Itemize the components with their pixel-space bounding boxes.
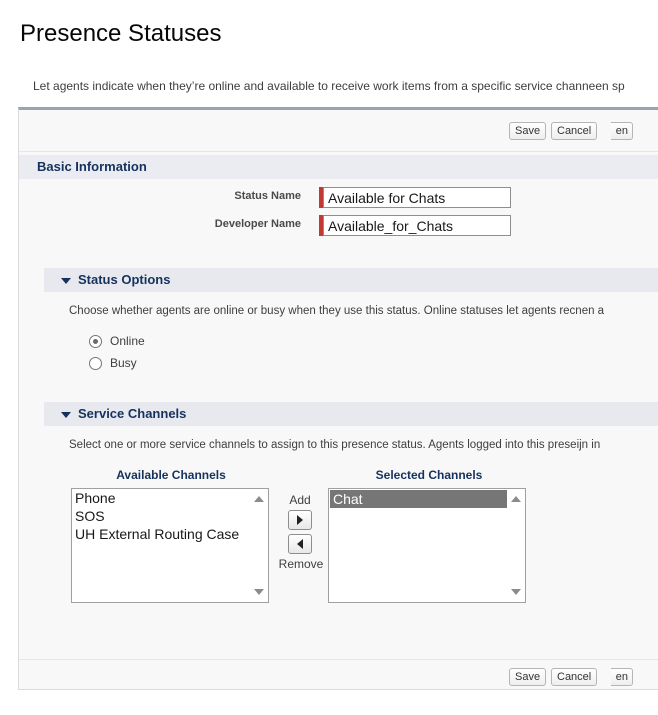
radio-busy[interactable] <box>89 356 137 370</box>
page-description-clipped: en sp <box>595 79 625 93</box>
save-and-new-button[interactable]: en <box>611 668 633 686</box>
available-channels-label: Available Channels <box>116 468 226 482</box>
top-button-bar <box>19 110 658 152</box>
save-button[interactable]: Save <box>509 668 546 686</box>
list-item[interactable]: SOS <box>75 508 105 524</box>
radio-online-label: Online <box>110 334 145 348</box>
arrow-right-icon <box>297 515 303 525</box>
developer-name-input[interactable] <box>323 215 511 236</box>
add-button[interactable] <box>288 510 312 530</box>
radio-button[interactable] <box>89 357 102 370</box>
scroll-up-icon[interactable] <box>511 496 521 502</box>
edit-panel <box>18 107 658 690</box>
service-channels-description-clipped: eijn in <box>570 439 601 451</box>
add-label: Add <box>289 493 311 507</box>
service-channels-description-text: Select one or more service channels to assign to this presence status. Agents logged into this pres <box>69 439 571 451</box>
collapse-triangle-icon <box>61 412 71 418</box>
scroll-down-icon[interactable] <box>254 589 264 595</box>
arrow-left-icon <box>297 539 303 549</box>
collapse-triangle-icon <box>61 278 71 284</box>
available-channels-list[interactable] <box>71 488 269 603</box>
list-item[interactable]: Chat <box>330 490 507 508</box>
basic-information-heading: Basic Information <box>19 155 658 179</box>
service-channels-description <box>69 439 658 451</box>
status-name-input[interactable] <box>323 187 511 208</box>
bottom-button-bar <box>19 659 658 693</box>
selected-channels-list[interactable] <box>328 488 526 603</box>
status-options-description <box>69 305 658 317</box>
scroll-down-icon[interactable] <box>511 589 521 595</box>
list-item[interactable]: UH External Routing Case <box>75 526 240 542</box>
radio-button[interactable] <box>89 335 102 348</box>
remove-label: Remove <box>278 557 324 571</box>
status-options-description-clipped: cnen a <box>569 305 605 317</box>
remove-button[interactable] <box>288 534 312 554</box>
page-description-text: Let agents indicate when they’re online and available to receive work items from a specific service channe <box>33 79 596 93</box>
status-options-description-text: Choose whether agents are online or busy when they use this status. Online statuses let agents re <box>69 305 570 317</box>
status-options-heading-text: Status Options <box>78 272 171 287</box>
page-title: Presence Statuses <box>20 20 222 47</box>
page-description <box>33 79 646 93</box>
selected-channels-label: Selected Channels <box>375 468 483 482</box>
radio-busy-label: Busy <box>110 356 137 370</box>
save-button[interactable]: Save <box>509 122 546 140</box>
scroll-up-icon[interactable] <box>254 496 264 502</box>
service-channels-heading[interactable] <box>44 402 658 426</box>
service-channels-heading-text: Service Channels <box>78 406 187 421</box>
save-and-new-button[interactable]: en <box>611 122 633 140</box>
status-options-heading[interactable] <box>44 268 658 292</box>
list-item[interactable]: Phone <box>75 490 116 506</box>
radio-online[interactable] <box>89 334 145 348</box>
cancel-button[interactable]: Cancel <box>551 122 597 140</box>
cancel-button[interactable]: Cancel <box>551 668 597 686</box>
developer-name-label: Developer Name <box>214 218 301 230</box>
status-name-label: Status Name <box>234 190 301 202</box>
